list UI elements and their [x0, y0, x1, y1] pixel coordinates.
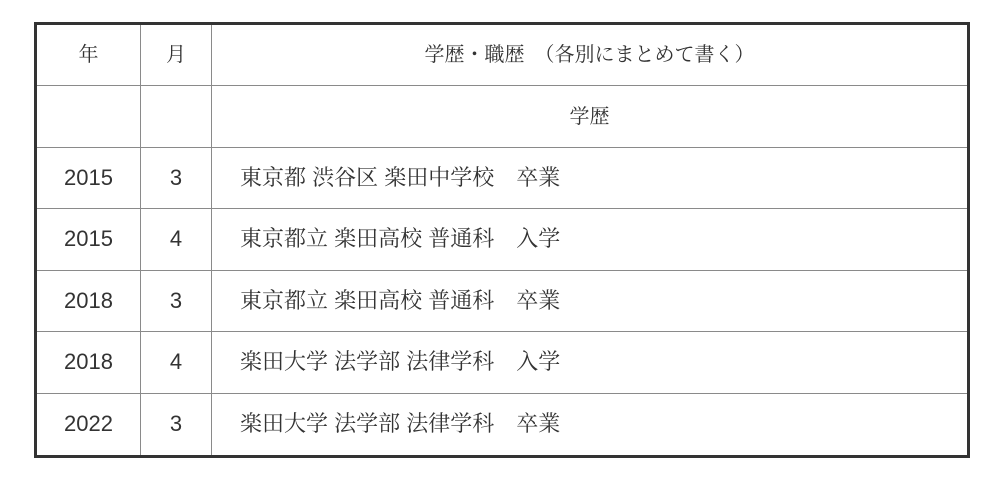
month-column-header: 月	[141, 25, 212, 86]
year-cell: 2022	[37, 394, 141, 455]
history-entry-cell: 楽田大学 法学部 法律学科 入学	[212, 332, 967, 393]
education-history-table	[34, 22, 970, 458]
month-cell: 3	[141, 394, 212, 455]
history-column-header: 学歴・職歴 （各別にまとめて書く）	[212, 25, 967, 86]
empty-month-cell	[141, 86, 212, 147]
history-entry-cell: 東京都立 楽田高校 普通科 入学	[212, 209, 967, 270]
empty-year-cell	[37, 86, 141, 147]
year-cell: 2015	[37, 148, 141, 209]
history-entry-cell: 楽田大学 法学部 法律学科 卒業	[240, 411, 561, 437]
education-section-label: 学歴	[212, 86, 967, 147]
month-cell: 4	[141, 209, 212, 270]
year-cell: 2018	[37, 271, 141, 332]
history-entry-cell: 東京都立 楽田高校 普通科 卒業	[212, 271, 967, 332]
month-cell: 3	[141, 271, 212, 332]
year-cell: 2015	[37, 209, 141, 270]
month-cell: 4	[141, 332, 212, 393]
month-cell: 3	[141, 148, 212, 209]
year-cell: 2018	[37, 332, 141, 393]
history-entry-cell: 東京都 渋谷区 楽田中学校 卒業	[212, 148, 967, 209]
year-column-header: 年	[37, 25, 141, 86]
